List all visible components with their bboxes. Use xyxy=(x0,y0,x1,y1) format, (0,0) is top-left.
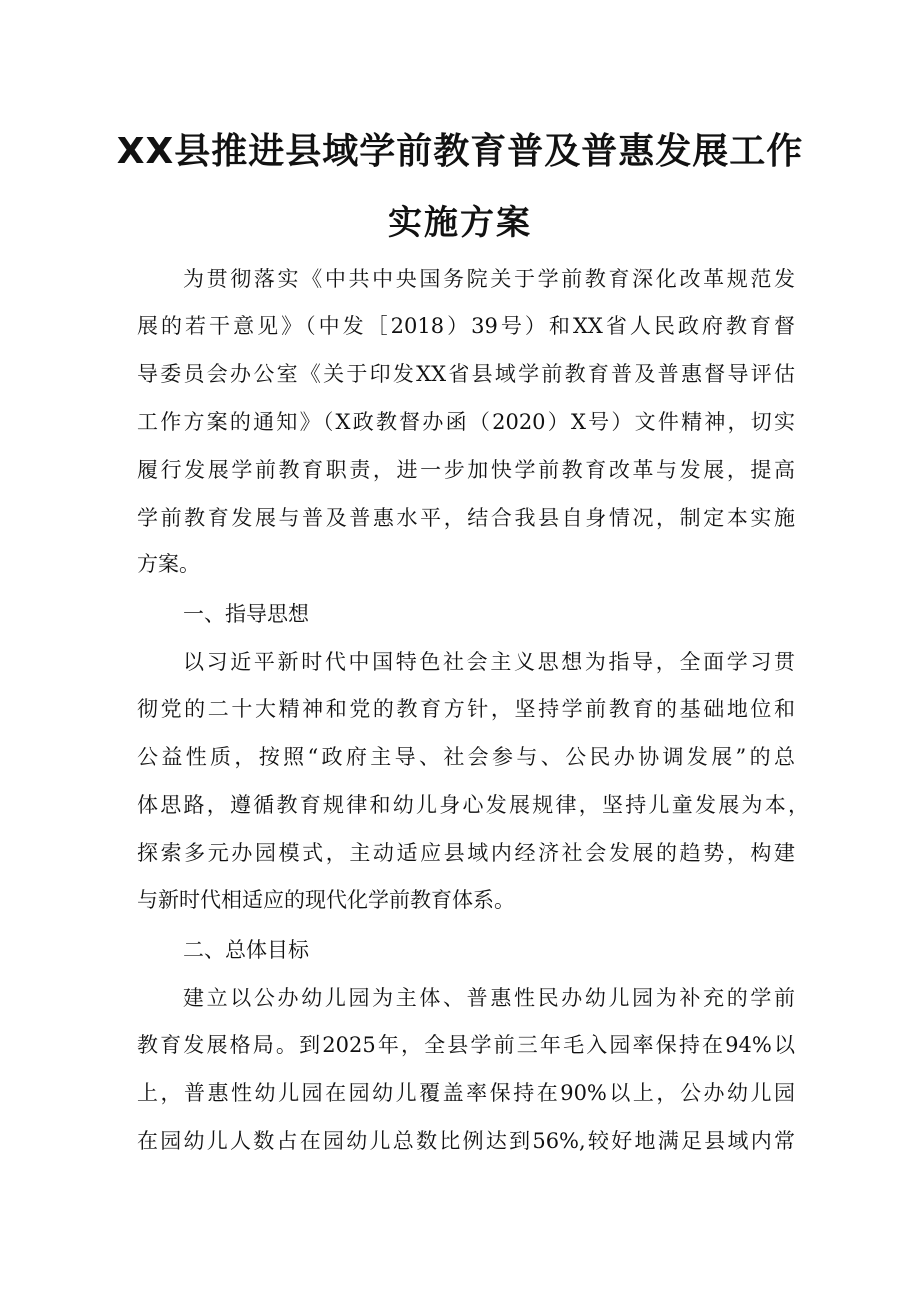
document-title-line-1: XX县推进县域学前教育普及普惠发展工作 xyxy=(116,131,804,172)
section-heading-guiding-ideology: 一、指导思想 xyxy=(183,602,309,626)
paragraph-3-line-1: 建立以公办幼儿园为主体、普惠性民办幼儿园为补充的学前 xyxy=(183,986,795,1010)
paragraph-1-line-4: 工作方案的通知》（X政教督办函（2020）X号）文件精神，切实 xyxy=(137,410,795,434)
paragraph-2-line-1: 以习近平新时代中国特色社会主义思想为指导，全面学习贯 xyxy=(183,650,795,674)
paragraph-1-line-1: 为贯彻落实《中共中央国务院关于学前教育深化改革规范发 xyxy=(183,267,795,291)
paragraph-1-line-6: 学前教育发展与普及普惠水平，结合我县自身情况，制定本实施 xyxy=(137,506,795,530)
paragraph-2-line-5: 探索多元办园模式，主动适应县域内经济社会发展的趋势，构建 xyxy=(137,841,795,865)
paragraph-3-line-4: 在园幼儿人数占在园幼儿总数比例达到56%,较好地满足县域内常 xyxy=(137,1129,795,1153)
paragraph-3-line-2: 教育发展格局。到2025年，全县学前三年毛入园率保持在94%以 xyxy=(137,1033,795,1057)
document-title-line-2: 实施方案 xyxy=(388,203,532,243)
section-heading-overall-goals: 二、总体目标 xyxy=(183,938,309,962)
paragraph-2-line-2: 彻党的二十大精神和党的教育方针，坚持学前教育的基础地位和 xyxy=(137,697,795,721)
paragraph-1-line-2: 展的若干意见》（中发［2018）39号）和XX省人民政府教育督 xyxy=(137,314,795,338)
paragraph-1-line-7: 方案。 xyxy=(137,552,200,576)
paragraph-2-line-3: 公益性质，按照“政府主导、社会参与、公民办协调发展”的总 xyxy=(137,745,795,769)
paragraph-2-line-4: 体思路，遵循教育规律和幼儿身心发展规律，坚持儿童发展为本， xyxy=(137,793,809,817)
paragraph-2-line-6: 与新时代相适应的现代化学前教育体系。 xyxy=(137,888,515,912)
paragraph-3-line-3: 上，普惠性幼儿园在园幼儿覆盖率保持在90%以上，公办幼儿园 xyxy=(137,1081,795,1105)
paragraph-1-line-3: 导委员会办公室《关于印发XX省县域学前教育普及普惠督导评估 xyxy=(137,362,795,386)
paragraph-1-line-5: 履行发展学前教育职责，进一步加快学前教育改革与发展，提高 xyxy=(137,458,795,482)
